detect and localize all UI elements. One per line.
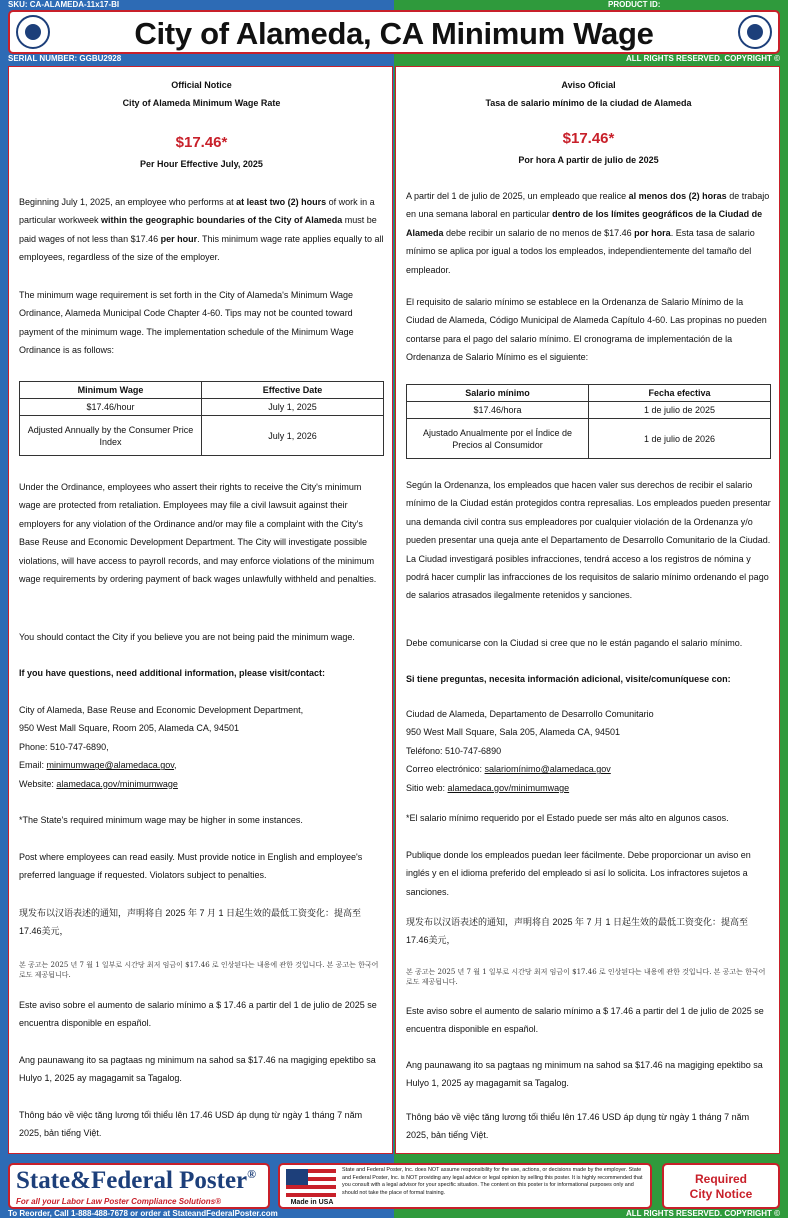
paragraph-contact-city: You should contact the City if you believe you are not being paid the minimum wage.	[19, 632, 355, 642]
effective-date-label: Per Hour Effective July, 2025	[140, 159, 263, 169]
email-link[interactable]: minimumwage@alamedaca.gov	[46, 760, 175, 771]
chinese-notice: 现发布以汉语表述的通知，声明将自 2025 年 7 月 1 日起生效的最低工资变化：提高至 17.46美元，	[406, 917, 749, 946]
contact-website: Website: alamedaca.gov/minimumwage	[19, 778, 178, 789]
spanish-notice: Este aviso sobre el aumento de salario mínimo a $ 17.46 a partir del 1 de julio de 2025 se encuentra disponible en español.	[406, 1006, 764, 1035]
contact-address: 950 West Mall Square, Sala 205, Alameda CA, 94501	[406, 727, 620, 738]
tagalog-notice: Ang paunawang ito sa pagtaas ng minimum na sahod sa $17.46 na magiging epektibo sa Hulyo 1, 2025 ay magagamit sa Tagalog.	[406, 1060, 763, 1089]
wage-rate: $17.46*	[175, 134, 228, 151]
table-row: $17.46/hour July 1, 2025	[20, 399, 384, 416]
effective-date-label: Por hora A partir de julio de 2025	[518, 155, 659, 165]
posting-requirement: Post where employees can read easily. Must provide notice in English and employee's preferred language if requested. Violators subject to penalties.	[19, 852, 363, 881]
sub-bar	[0, 54, 788, 64]
paragraph-retaliation: Under the Ordinance, employees who assert their rights to receive the City's minimum wage are protected from retaliation. Employees may file a civil lawsuit against their employers for any violation of the Ordinance and/or may file a complaint with the City's Base Reuse and Economic Development Department. The City will investigate possible violations, will have access to payroll records, and may enforce violations of the minimum wage requirements by ordering payment of back wages unlawfully withheld and penalties.	[19, 482, 377, 585]
city-seal-icon	[738, 15, 772, 49]
brand-logo[interactable]	[8, 1163, 270, 1209]
contact-block	[19, 701, 384, 793]
table-header: Fecha efectiva	[589, 385, 771, 402]
footer	[8, 1163, 780, 1209]
us-flag-icon	[286, 1169, 336, 1197]
contact-website: Sitio web: alamedaca.gov/minimumwage	[406, 782, 570, 793]
notice-subheading: City of Alameda Minimum Wage Rate	[122, 98, 281, 108]
copyright-label: ALL RIGHTS RESERVED. COPYRIGHT ©	[625, 54, 780, 63]
vietnamese-notice: Thông báo về việc tăng lương tối thiểu lên 17.46 USD áp dụng từ ngày 1 tháng 7 năm 2025, bản tiếng Việt.	[19, 1110, 363, 1139]
contact-org: City of Alameda, Base Reuse and Economic Development Department,	[19, 705, 304, 715]
chinese-notice: 现发布以汉语表述的通知，声明将自 2025 年 7 月 1 日起生效的最低工资变化：提高至 17.46美元，	[19, 908, 362, 937]
sku-label: SKU: CA-ALAMEDA-11x17-BI	[8, 0, 120, 9]
korean-notice: 본 공고는 2025 년 7 월 1 일부로 시간당 최저 임금이 $17.46 로 인상된다는 내용에 관한 것입니다. 본 공고는 한국어로도 제공됩니다.	[19, 961, 379, 979]
paragraph-intro: Beginning July 1, 2025, an employee who performs at at least two (2) hours of work in a particular workweek within the geographic boundaries of the City of Alameda must be paid wages of not less than $17.46 per hour. This minimum wage rate applies equally to all employees, regardless of the size of the employer.	[19, 197, 384, 263]
disclaimer-box	[278, 1163, 652, 1209]
made-in-usa-label: Made in USA	[290, 1199, 334, 1206]
wage-schedule-table	[406, 384, 771, 459]
tagalog-notice: Ang paunawang ito sa pagtaas ng minimum na sahod sa $17.46 na magiging epektibo sa Hulyo 1, 2025 ay magagamit sa Tagalog.	[19, 1055, 376, 1084]
korean-notice: 본 공고는 2025 년 7 월 1 일부로 시간당 최저 임금이 $17.46 로 인상된다는 내용에 관한 것입니다. 본 공고는 한국어로도 제공됩니다.	[406, 968, 766, 986]
reorder-info[interactable]: To Reorder, Call 1-888-488-7678 or order at StateandFederalPoster.com	[8, 1209, 278, 1218]
english-column	[8, 66, 393, 1154]
wage-rate: $17.46*	[562, 130, 615, 147]
paragraph-retaliation: Según la Ordenanza, los empleados que hacen valer sus derechos de recibir el salario mínimo de la Ciudad están protegidos contra represalias. Los empleados pueden presentar una demanda civil contra sus empleadores por cualquier violación de la Ordenanza y/o pueden presentar una queja ante el Departamento de Desarrollo Comunitario de la Ciudad. La Ciudad investigará posibles infracciones, tendrá acceso a los registros de nómina y podrá hacer cumplir las infracciones de los requisitos de salario mínimo ordenando el pago de salarios atrasados ilegalmente retenidos y sanciones.	[406, 480, 771, 601]
contact-block	[406, 705, 771, 797]
website-link[interactable]: alamedaca.gov/minimumwage	[56, 778, 178, 789]
legal-disclaimer: State and Federal Poster, Inc. does NOT assume responsibility for the use, actions, or decisions made by the employer. State and Federal Poster, Inc. is NOT providing any legal advice or legal opinion by selling this poster. It is highly recommended that you consult with a legal advisor for your specific situation. The content on this poster is for informational purposes only and should not take the place of formal training.	[342, 1167, 643, 1196]
required-city-notice-badge: Required City Notice	[662, 1163, 780, 1209]
wage-schedule-table	[19, 381, 384, 456]
product-id-label: PRODUCT ID:	[608, 0, 661, 9]
paragraph-intro: A partir del 1 de julio de 2025, un empleado que realice al menos dos (2) horas de trabajo en una semana laboral en particular dentro de los límites geográficos de la Ciudad de Alameda debe recibir un salario de no menos de $17.46 por hora. Esta tasa de salario mínimo se aplica por igual a todos los empleados, independientemente del tamaño del empleador.	[406, 191, 770, 275]
contact-phone: Teléfono: 510-747-6890	[406, 745, 502, 756]
table-row: $17.46/hora 1 de julio de 2025	[407, 402, 771, 419]
posting-requirement: Publique donde los empleados puedan leer fácilmente. Debe proporcionar un aviso en inglés y en el idioma preferido del empleado si así lo solicita. Los infractores sujetos a sanciones.	[406, 850, 751, 897]
paragraph-ordinance: El requisito de salario mínimo se establece en la Ordenanza de Salario Mínimo de la Ciudad de Alameda, Código Municipal de Alameda Capítulo 4-60. Las propinas no pueden contarse para el pago del salario mínimo. El cronograma de implementación de la Ordenanza de Salario Mínimo es el siguiente:	[406, 297, 767, 363]
table-row: Ajustado Anualmente por el Índice de Precios al Consumidor 1 de julio de 2026	[407, 419, 771, 459]
copyright-label: ALL RIGHTS RESERVED. COPYRIGHT ©	[625, 1209, 780, 1218]
top-bar	[0, 0, 788, 10]
vietnamese-notice: Thông báo về việc tăng lương tối thiểu lên 17.46 USD áp dụng từ ngày 1 tháng 7 năm 2025, bản tiếng Việt.	[406, 1112, 750, 1141]
questions-label: If you have questions, need additional information, please visit/contact:	[19, 668, 326, 678]
logo-text: State&Federal Poster®	[16, 1167, 257, 1194]
spanish-column	[395, 66, 780, 1154]
table-header: Salario mínimo	[407, 385, 589, 402]
paragraph-ordinance: The minimum wage requirement is set forth in the City of Alameda's Minimum Wage Ordinance, Alameda Municipal Code Chapter 4-60. Tips may not be counted toward payment of the minimum wage. The implementation schedule of the Minimum Wage Ordinance is as follows:	[19, 290, 354, 356]
contact-email: Email: minimumwage@alamedaca.gov,	[19, 760, 177, 771]
logo-tagline: For all your Labor Law Poster Compliance Solutions®	[16, 1197, 222, 1206]
questions-label: Si tiene preguntas, necesita información adicional, visite/comuníquese con:	[406, 674, 731, 684]
table-header: Effective Date	[202, 382, 384, 399]
contact-org: Ciudad de Alameda, Departamento de Desarrollo Comunitario	[406, 709, 654, 719]
page-title: City of Alameda, CA Minimum Wage	[134, 16, 654, 51]
website-link[interactable]: alamedaca.gov/minimumwage	[447, 782, 570, 793]
state-wage-note: *The State's required minimum wage may be higher in some instances.	[19, 815, 303, 825]
serial-number: SERIAL NUMBER: GGBU2928	[8, 54, 122, 63]
bottom-bar	[0, 1209, 788, 1218]
paragraph-contact-city: Debe comunicarse con la Ciudad si cree que no le están pagando el salario mínimo.	[406, 638, 743, 648]
notice-heading: Official Notice	[171, 80, 232, 90]
spanish-notice: Este aviso sobre el aumento de salario mínimo a $ 17.46 a partir del 1 de julio de 2025 se encuentra disponible en español.	[19, 1000, 377, 1029]
table-header: Minimum Wage	[20, 382, 202, 399]
contact-email: Correo electrónico: salariomínimo@alamedaca.gov	[406, 764, 611, 775]
state-wage-note: *El salario mínimo requerido por el Estado puede ser más alto en algunos casos.	[406, 813, 729, 823]
contact-address: 950 West Mall Square, Room 205, Alameda CA, 94501	[19, 723, 239, 734]
contact-phone: Phone: 510-747-6890,	[19, 741, 109, 752]
header	[8, 10, 780, 54]
notice-heading: Aviso Oficial	[561, 80, 616, 90]
email-link[interactable]: salariomínimo@alamedaca.gov	[484, 764, 611, 775]
table-row: Adjusted Annually by the Consumer Price Index July 1, 2026	[20, 416, 384, 456]
notice-subheading: Tasa de salario mínimo de la ciudad de Alameda	[485, 98, 692, 108]
